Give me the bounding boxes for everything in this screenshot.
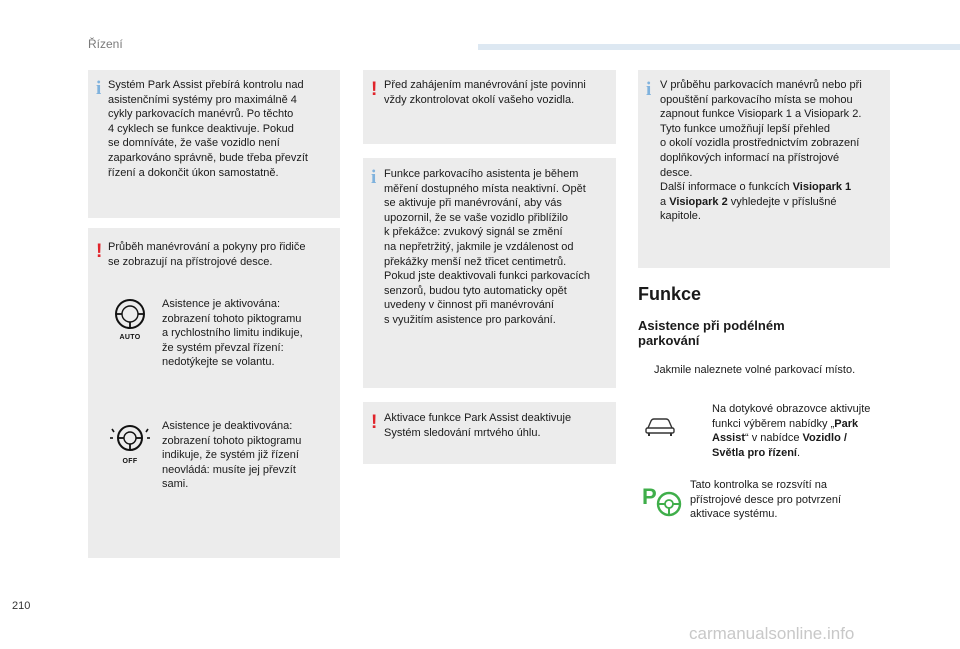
warning-icon: ! (96, 241, 103, 262)
svg-text:P: P (642, 484, 657, 509)
step-activate-touchscreen: Na dotykové obrazovce aktivujte funkci výběrem nabídky „Park Assist“ v nabídce Vozidlo / Světla pro řízení. (712, 403, 871, 459)
steering-wheel-off-icon (110, 422, 150, 462)
park-assist-info-note: Systém Park Assist přebírá kontrolu nad asistenčními systémy pro maximálně 4 cykly parkovacích manévrů. Po těchto 4 cyklech se funkce deaktivuje. Pokud se domníváte, že vaše vozidlo není zaparkováno správně, bude třeba převzít řízení a dokončit úkon samostatně. (108, 79, 308, 179)
check-surroundings-note: Před zahájením manévrování jste povinni vždy zkontrolovat okolí vašeho vozidla. (384, 79, 586, 106)
assist-inactive-text: Asistence je deaktivována: zobrazení tohoto piktogramu indikuje, že systém již řízení neovládá: musíte jej převzít sami. (162, 420, 302, 491)
info-icon: i (646, 79, 652, 100)
assist-active-text: Asistence je aktivována: zobrazení tohoto piktogramu a rychlostního limitu indikuje, že systém převzal řízení: nedotýkejte se volantu. (162, 298, 303, 369)
watermark: carmanualsonline.info (689, 624, 855, 643)
car-icon (644, 414, 676, 438)
parking-sensors-note: Funkce parkovacího asistenta je během měření dostupného místa neaktivní. Opět se aktivuje při manévrování, aby vás upozornil, že se vaše vozidlo přiblížilo k překážce: zvukový signál se změní na nepřetržitý, jakmile je vzdálenost od překážky menší než třicet centimetrů. Pokud jste deaktivovali funkci parkovacích senzorů, budou tyto automaticky opět uvedeny v činnost při manévrování s využitím asistence pro parkování. (384, 168, 591, 326)
auto-caption: AUTO (119, 334, 141, 341)
note-box-warning (88, 228, 340, 558)
off-caption: OFF (122, 458, 138, 465)
page-number: 210 (12, 600, 31, 612)
section-title: Funkce (638, 284, 702, 304)
maneuver-display-note: Průběh manévrování a pokyny pro řidiče se zobrazují na přístrojové desce. (108, 241, 306, 268)
info-icon: i (371, 167, 377, 188)
running-header: Řízení (88, 37, 123, 51)
subsection-title: Asistence při podélném parkování (638, 318, 785, 348)
warning-icon: ! (371, 79, 378, 100)
info-icon: i (96, 78, 102, 99)
blind-spot-note: Aktivace funkce Park Assist deaktivuje Systém sledování mrtvého úhlu. (384, 412, 572, 439)
header-bar (478, 44, 960, 50)
step-find-space: Jakmile naleznete volné parkovací místo. (654, 364, 856, 376)
warning-icon: ! (371, 412, 378, 433)
park-assist-indicator-icon (640, 484, 684, 518)
visiopark-note: V průběhu parkovacích manévrů nebo při opouštění parkovacího místa se mohou zapnout funkce Visiopark 1 a Visiopark 2. Tyto funkce umožňují lepší přehled o okolí vozidla prostřednictvím zobrazení doplňkových informací na přístrojové desce. Další informace o funkcích Visiopark 1 a Visiopark 2 vyhledejte v příslušné kapitole. (660, 79, 862, 223)
indicator-description: Tato kontrolka se rozsvítí na přístrojové desce pro potvrzení aktivace systému. (690, 479, 842, 521)
